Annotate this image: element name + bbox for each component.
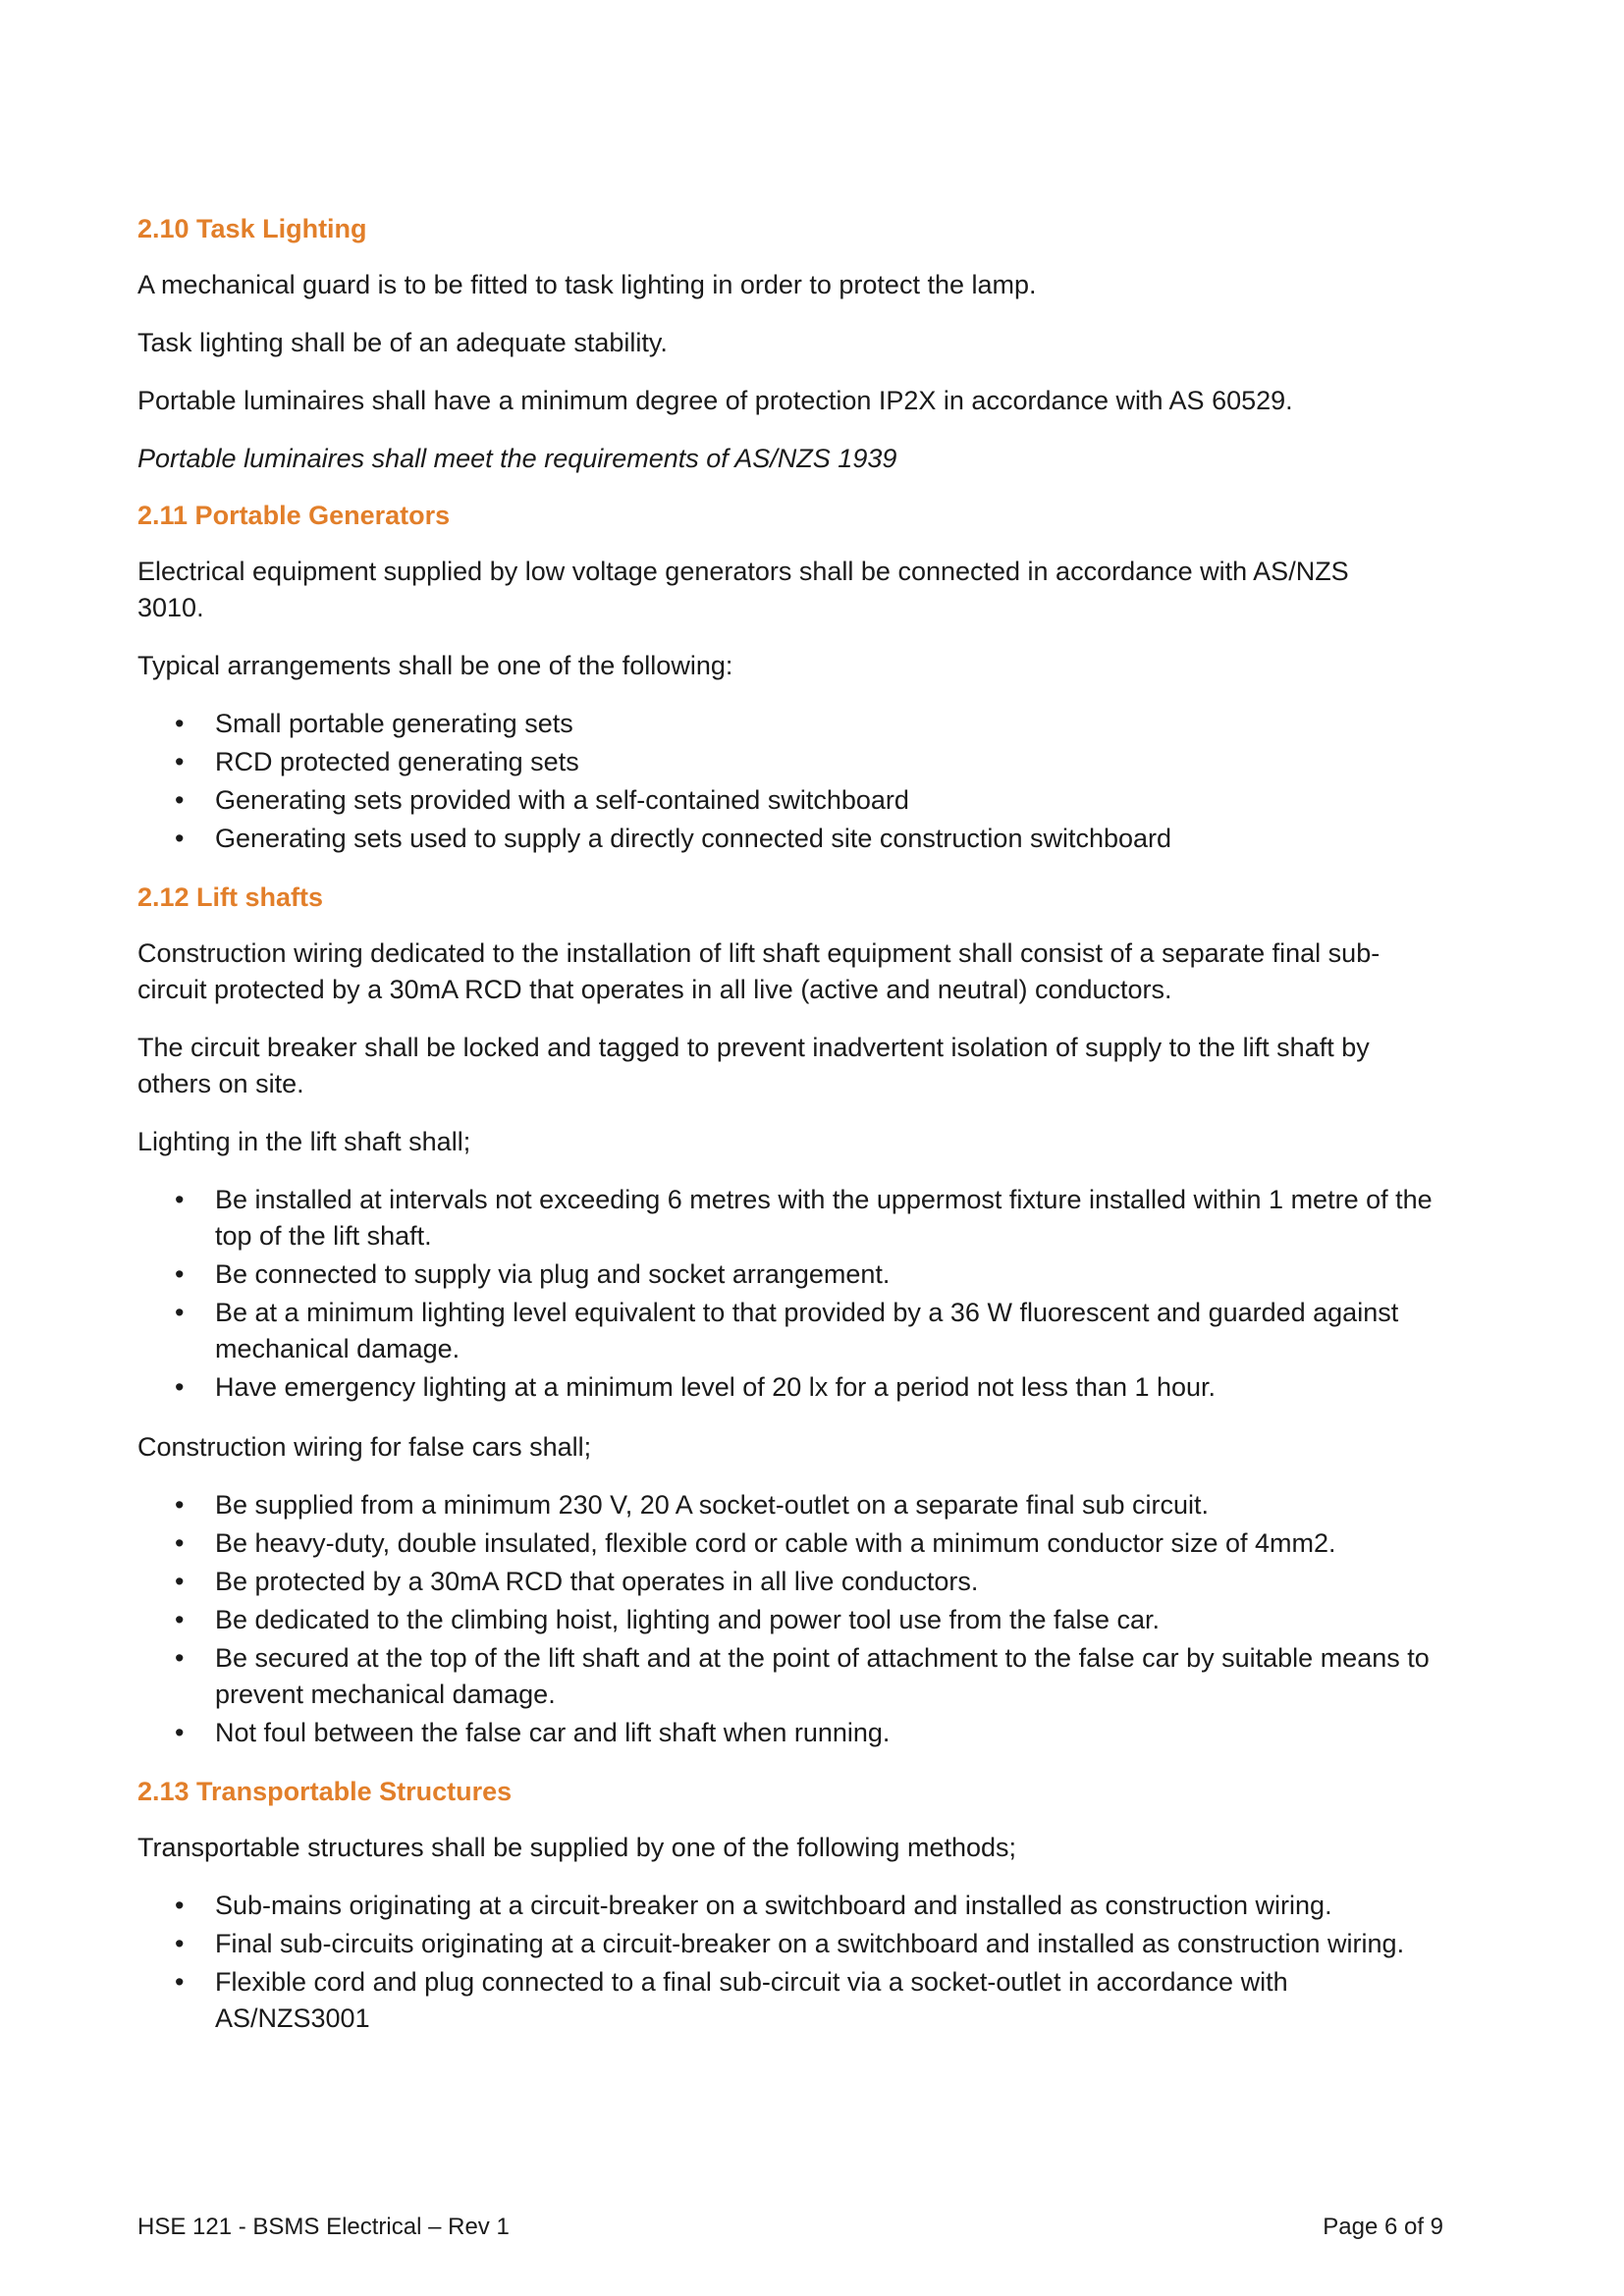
bullet-icon: • [175,1490,185,1520]
section-heading-2-12: 2.12 Lift shafts [137,882,324,912]
paragraph: Typical arrangements shall be one of the following: [137,651,733,680]
list-item: • Be connected to supply via plug and socket arrangement. [137,1256,1443,1293]
bullet-icon: • [175,1259,185,1289]
list-item: • Flexible cord and plug connected to a final sub-circuit via a socket-outlet in accordance with AS/NZS3001 [137,1964,1443,2037]
page-content [137,212,1443,2060]
paragraph: Transportable structures shall be supplied by one of the following methods; [137,1833,1017,1862]
bullet-icon: • [175,824,185,853]
bullet-icon: • [175,709,185,738]
bullet-icon: • [175,1643,185,1673]
list-item: • Be dedicated to the climbing hoist, lighting and power tool use from the false car. [137,1602,1443,1638]
section-heading-2-10: 2.10 Task Lighting [137,214,367,243]
paragraph-italic: Portable luminaires shall meet the requirements of AS/NZS 1939 [137,444,897,473]
bullet-list-generators [137,706,1443,857]
list-item: • Final sub-circuits originating at a circuit-breaker on a switchboard and installed as construction wiring. [137,1926,1443,1962]
paragraph: Electrical equipment supplied by low voltage generators shall be connected in accordance with AS/NZS 3010. [137,557,1349,622]
bullet-icon: • [175,785,185,815]
list-item: • Have emergency lighting at a minimum level of 20 lx for a period not less than 1 hour. [137,1369,1443,1406]
section-heading-2-11: 2.11 Portable Generators [137,501,451,530]
paragraph: The circuit breaker shall be locked and tagged to prevent inadvertent isolation of supply to the lift shaft by others on site. [137,1033,1370,1098]
bullet-icon: • [175,1298,185,1327]
list-item: • Be supplied from a minimum 230 V, 20 A socket-outlet on a separate final sub circuit. [137,1487,1443,1523]
bullet-icon: • [175,1528,185,1558]
list-item: • Sub-mains originating at a circuit-breaker on a switchboard and installed as construction wiring. [137,1888,1443,1924]
footer-page-number: Page 6 of 9 [1323,2214,1443,2240]
paragraph: Portable luminaires shall have a minimum degree of protection IP2X in accordance with AS 60529. [137,386,1293,415]
paragraph: Construction wiring dedicated to the installation of lift shaft equipment shall consist of a separate final sub-circuit protected by a 30mA RCD that operates in all live (active and neutral) conductors. [137,938,1380,1004]
bullet-icon: • [175,1891,185,1920]
bullet-icon: • [175,1718,185,1747]
bullet-icon: • [175,1185,185,1214]
bullet-icon: • [175,1929,185,1958]
paragraph: Construction wiring for false cars shall; [137,1432,592,1462]
paragraph: Lighting in the lift shaft shall; [137,1127,471,1156]
section-heading-2-13: 2.13 Transportable Structures [137,1777,513,1806]
paragraph: A mechanical guard is to be fitted to task lighting in order to protect the lamp. [137,270,1037,299]
list-item: • Not foul between the false car and lift shaft when running. [137,1715,1443,1751]
bullet-list-transportable [137,1888,1443,2037]
bullet-icon: • [175,1567,185,1596]
list-item: • Small portable generating sets [137,706,1443,742]
list-item: • Be protected by a 30mA RCD that operates in all live conductors. [137,1564,1443,1600]
list-item: • Be secured at the top of the lift shaft and at the point of attachment to the false car by suitable means to prevent mechanical damage. [137,1640,1443,1713]
list-item: • Be installed at intervals not exceeding 6 metres with the uppermost fixture installed within 1 metre of the top of the lift shaft. [137,1182,1443,1255]
bullet-icon: • [175,747,185,776]
bullet-list-false-cars [137,1487,1443,1751]
list-item: • Generating sets provided with a self-contained switchboard [137,782,1443,819]
list-item: • Be at a minimum lighting level equivalent to that provided by a 36 W fluorescent and guarded against mechanical damage. [137,1295,1443,1367]
footer-document-id: HSE 121 - BSMS Electrical – Rev 1 [137,2214,510,2240]
bullet-icon: • [175,1967,185,1997]
list-item: • Be heavy-duty, double insulated, flexible cord or cable with a minimum conductor size of 4mm2. [137,1525,1443,1562]
list-item: • RCD protected generating sets [137,744,1443,780]
bullet-list-lift-lighting [137,1182,1443,1406]
bullet-icon: • [175,1372,185,1402]
paragraph: Task lighting shall be of an adequate stability. [137,328,668,357]
list-item: • Generating sets used to supply a directly connected site construction switchboard [137,821,1443,857]
bullet-icon: • [175,1605,185,1634]
